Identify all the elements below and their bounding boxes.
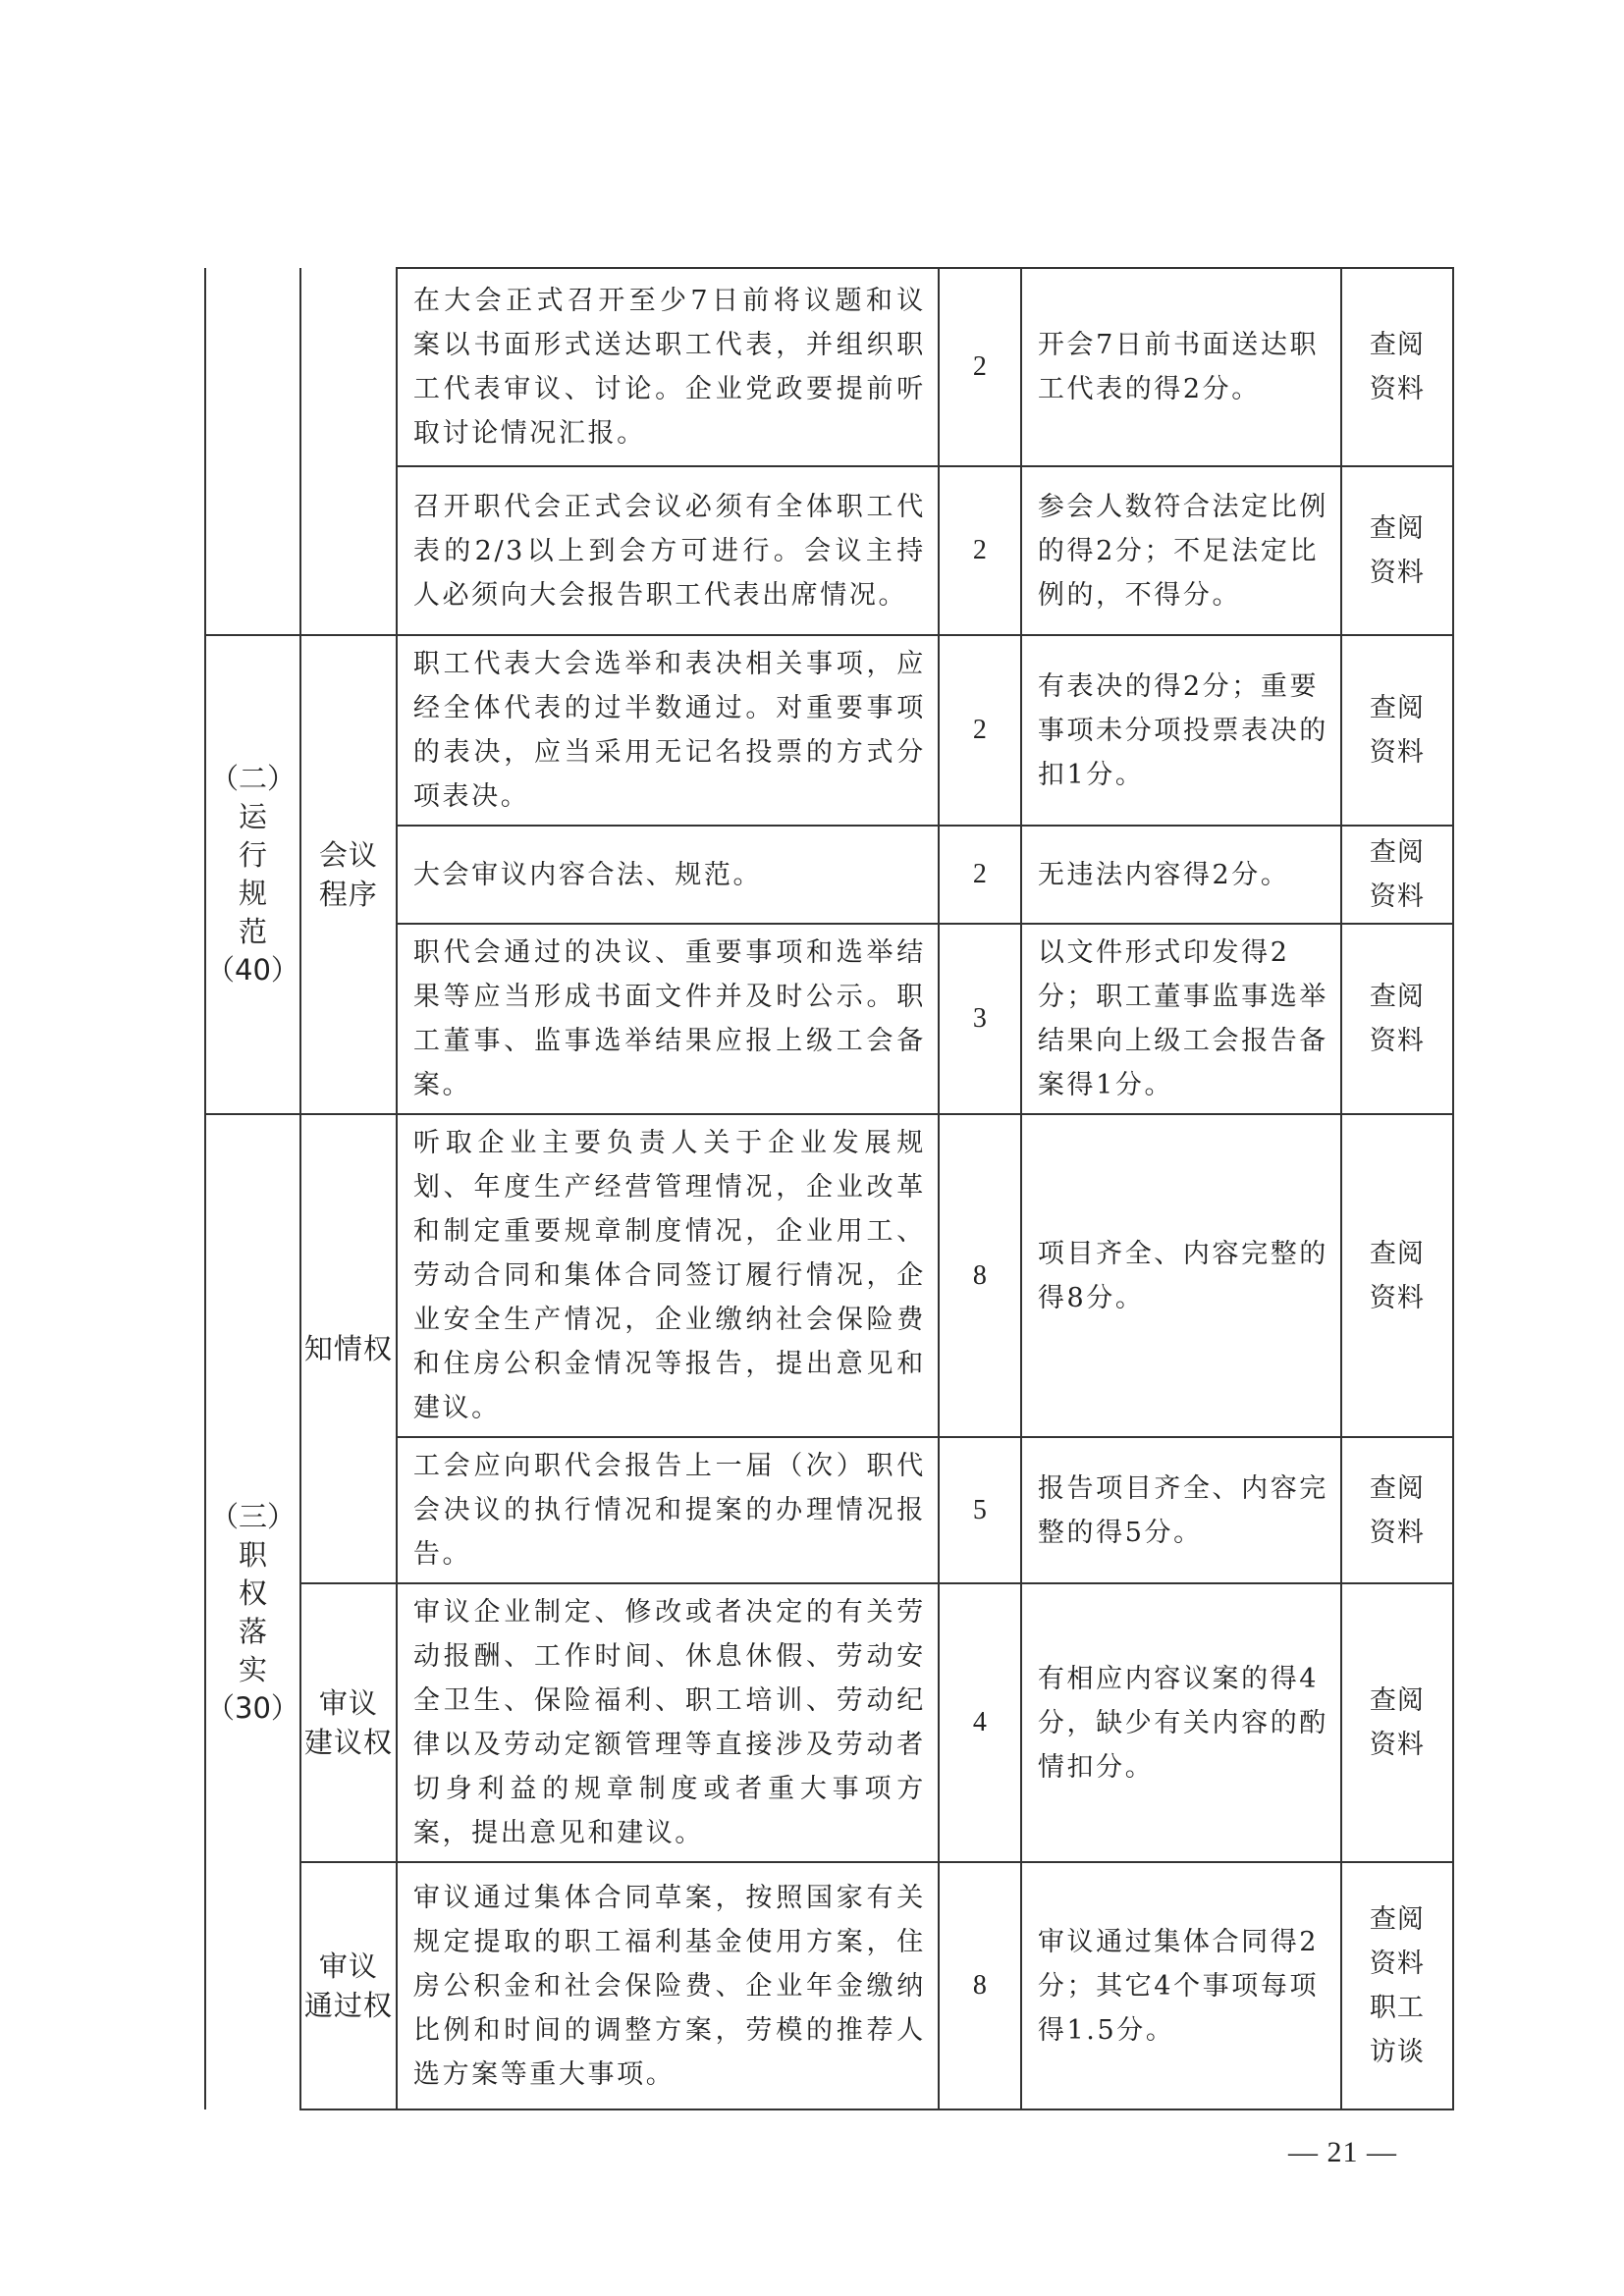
score-value: 2 xyxy=(939,466,1021,635)
category-cell-continued xyxy=(205,268,300,635)
method-line: 资料 xyxy=(1369,1282,1425,1313)
assessment-method xyxy=(1341,924,1453,1114)
category-label-part: 范 xyxy=(238,915,267,948)
subcategory-label-part: 知情权 xyxy=(303,1332,393,1365)
requirement-description: 大会审议内容合法、规范。 xyxy=(397,826,939,924)
assessment-method xyxy=(1341,1583,1453,1862)
method-line: 查阅 xyxy=(1369,513,1425,544)
requirement-description: 职代会通过的决议、重要事项和选举结果等应当形成书面文件并及时公示。职工董事、监事选举结果应报上级工会备案。 xyxy=(397,924,939,1114)
scoring-criteria: 报告项目齐全、内容完整的得5分。 xyxy=(1021,1437,1341,1583)
subcategory-review-approve xyxy=(300,1862,397,2109)
method-line: 查阅 xyxy=(1369,837,1425,868)
category-label-part: 规 xyxy=(238,877,267,910)
assessment-method xyxy=(1341,826,1453,924)
table-row xyxy=(205,1862,1453,2109)
category-label-part: 权 xyxy=(238,1575,267,1610)
subcategory-right-to-know xyxy=(300,1114,397,1583)
requirement-description: 职工代表大会选举和表决相关事项，应经全体代表的过半数通过。对重要事项的表决，应当采用无记名投票的方式分项表决。 xyxy=(397,635,939,826)
requirement-description: 工会应向职代会报告上一届（次）职代会决议的执行情况和提案的办理情况报告。 xyxy=(397,1437,939,1583)
scoring-criteria: 参会人数符合法定比例的得2分；不足法定比例的，不得分。 xyxy=(1021,466,1341,635)
method-line: 资料 xyxy=(1369,881,1425,912)
table-row xyxy=(205,635,1453,826)
scoring-criteria: 无违法内容得2分。 xyxy=(1021,826,1341,924)
score-value: 5 xyxy=(939,1437,1021,1583)
method-line: 资料 xyxy=(1369,558,1425,588)
assessment-method xyxy=(1341,1437,1453,1583)
method-line: 查阅 xyxy=(1369,1238,1425,1269)
category-rights-implementation xyxy=(205,1114,300,2109)
scoring-criteria: 开会7日前书面送达职工代表的得2分。 xyxy=(1021,268,1341,466)
score-value: 4 xyxy=(939,1583,1021,1862)
method-line: 访谈 xyxy=(1369,2037,1425,2067)
method-line: 查阅 xyxy=(1369,693,1425,723)
table-row xyxy=(205,1583,1453,1862)
category-label-part: （30） xyxy=(206,1690,299,1725)
subcategory-cell-continued xyxy=(300,268,397,635)
page-number: — 21 — xyxy=(1288,2136,1397,2168)
subcategory-review-suggest xyxy=(300,1583,397,1862)
evaluation-table-wrapper xyxy=(204,267,1454,2110)
scoring-criteria: 审议通过集体合同得2分；其它4个事项每项得1.5分。 xyxy=(1021,1862,1341,2109)
method-line: 职工 xyxy=(1369,1993,1425,2023)
method-line: 查阅 xyxy=(1369,1685,1425,1716)
assessment-method xyxy=(1341,635,1453,826)
subcategory-label-part: 通过权 xyxy=(303,1989,393,2022)
method-line: 查阅 xyxy=(1369,330,1425,360)
score-value: 3 xyxy=(939,924,1021,1114)
assessment-method xyxy=(1341,1862,1453,2109)
method-line: 资料 xyxy=(1369,1949,1425,1979)
requirement-description: 召开职代会正式会议必须有全体职工代表的2/3以上到会方可进行。会议主持人必须向大会报告职工代表出席情况。 xyxy=(397,466,939,635)
table-row xyxy=(205,1114,1453,1437)
category-label-part: 实 xyxy=(238,1652,267,1686)
subcategory-label-part: 建议权 xyxy=(303,1726,393,1759)
method-line: 资料 xyxy=(1369,1517,1425,1548)
assessment-method xyxy=(1341,268,1453,466)
category-label-part: （三） xyxy=(209,1499,296,1533)
category-label-part: 职 xyxy=(238,1537,267,1572)
score-value: 8 xyxy=(939,1862,1021,2109)
method-line: 查阅 xyxy=(1369,1904,1425,1935)
score-value: 2 xyxy=(939,268,1021,466)
score-value: 2 xyxy=(939,826,1021,924)
score-value: 8 xyxy=(939,1114,1021,1437)
table-row xyxy=(205,268,1453,466)
category-label-part: （40） xyxy=(206,953,299,987)
requirement-description: 听取企业主要负责人关于企业发展规划、年度生产经营管理情况，企业改革和制定重要规章制度情况，企业用工、劳动合同和集体合同签订履行情况，企业安全生产情况，企业缴纳社会保险费和住房公积金情况等报告，提出意见和建议。 xyxy=(397,1114,939,1437)
scoring-criteria: 有表决的得2分；重要事项未分项投票表决的扣1分。 xyxy=(1021,635,1341,826)
method-line: 资料 xyxy=(1369,1026,1425,1056)
requirement-description: 审议企业制定、修改或者决定的有关劳动报酬、工作时间、休息休假、劳动安全卫生、保险福利、职工培训、劳动纪律以及劳动定额管理等直接涉及劳动者切身利益的规章制度或者重大事项方案，提出意见和建议。 xyxy=(397,1583,939,1862)
category-label-part: （二） xyxy=(209,762,296,795)
category-label-part: 行 xyxy=(238,838,267,872)
subcategory-label-part: 会议 xyxy=(318,838,378,872)
method-line: 资料 xyxy=(1369,374,1425,404)
method-line: 查阅 xyxy=(1369,982,1425,1012)
requirement-description: 在大会正式召开至少7日前将议题和议案以书面形式送达职工代表，并组织职工代表审议、讨论。企业党政要提前听取讨论情况汇报。 xyxy=(397,268,939,466)
score-value: 2 xyxy=(939,635,1021,826)
method-line: 资料 xyxy=(1369,737,1425,768)
subcategory-label-part: 审议 xyxy=(318,1949,378,1983)
scoring-criteria: 有相应内容议案的得4分，缺少有关内容的酌情扣分。 xyxy=(1021,1583,1341,1862)
scoring-criteria: 以文件形式印发得2分；职工董事监事选举结果向上级工会报告备案得1分。 xyxy=(1021,924,1341,1114)
subcategory-label-part: 程序 xyxy=(318,878,378,911)
assessment-method xyxy=(1341,1114,1453,1437)
category-label-part: 落 xyxy=(238,1614,267,1648)
requirement-description: 审议通过集体合同草案，按照国家有关规定提取的职工福利基金使用方案，住房公积金和社会保险费、企业年金缴纳比例和时间的调整方案，劳模的推荐人选方案等重大事项。 xyxy=(397,1862,939,2109)
evaluation-table xyxy=(204,267,1454,2110)
category-operation-standard xyxy=(205,635,300,1114)
category-label-part: 运 xyxy=(238,800,267,833)
method-line: 查阅 xyxy=(1369,1472,1425,1504)
subcategory-label-part: 审议 xyxy=(318,1686,378,1720)
assessment-method xyxy=(1341,466,1453,635)
subcategory-meeting-procedure xyxy=(300,635,397,1114)
scoring-criteria: 项目齐全、内容完整的得8分。 xyxy=(1021,1114,1341,1437)
method-line: 资料 xyxy=(1369,1730,1425,1760)
